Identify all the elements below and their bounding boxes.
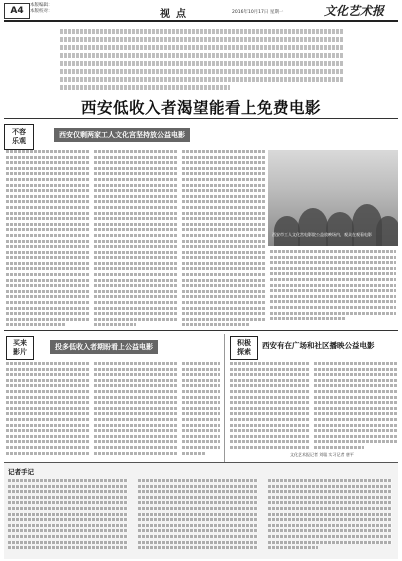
- main-article-col3: [182, 150, 266, 326]
- editor-line: 本版编辑：: [30, 3, 53, 8]
- section-title: 视点: [160, 9, 192, 20]
- main-headline: 西安低收入者渴望能看上免费电影: [80, 99, 321, 117]
- column-divider: [224, 334, 225, 464]
- headline-rule: [4, 118, 398, 119]
- notes-col1: [8, 479, 128, 553]
- left-article-col3: [182, 362, 220, 458]
- issue-date: 2016年10月17日 星期一: [232, 10, 284, 15]
- section-badge-concern: 不容 乐观: [4, 124, 34, 150]
- reporter-notes-box: [4, 462, 398, 559]
- newspaper-masthead: 文化艺术报: [324, 4, 385, 18]
- right-subhead: 西安有在广场和社区播映公益电影: [262, 341, 375, 350]
- main-subhead: 西安仅剩两家工人文化宫坚持放公益电影: [54, 128, 190, 142]
- cinema-audience-photo: [268, 150, 398, 246]
- page-number-label: A4: [4, 3, 30, 19]
- section-badge-films: 买来 影片: [6, 336, 34, 360]
- right-article-col1: [230, 362, 310, 452]
- right-article-col2: [314, 362, 398, 452]
- editor-credits: [30, 3, 53, 15]
- main-article-col4: [270, 250, 396, 326]
- left-article-col2: [94, 362, 178, 458]
- main-article-col2: [94, 150, 178, 326]
- proofreader-line: 本版校对：: [30, 9, 53, 14]
- left-subhead: 投多低收入者期盼看上公益电影: [50, 340, 158, 354]
- section-divider: [4, 330, 398, 331]
- left-article-col1: [6, 362, 90, 458]
- intro-paragraph: [60, 26, 344, 90]
- article-byline: 文化艺术报记者 刘聪 实习记者 唐平: [290, 452, 354, 457]
- notes-col3: [268, 479, 392, 553]
- section-badge-explore: 积极 探索: [230, 336, 258, 360]
- photo-caption: 西安市工人文化宫电影院公益放映场内，观众在观看电影: [272, 232, 372, 237]
- main-article-col1: [6, 150, 90, 326]
- notes-col2: [138, 479, 258, 553]
- reporter-notes-label: 记者手记: [8, 468, 34, 476]
- header-rule: [4, 20, 398, 22]
